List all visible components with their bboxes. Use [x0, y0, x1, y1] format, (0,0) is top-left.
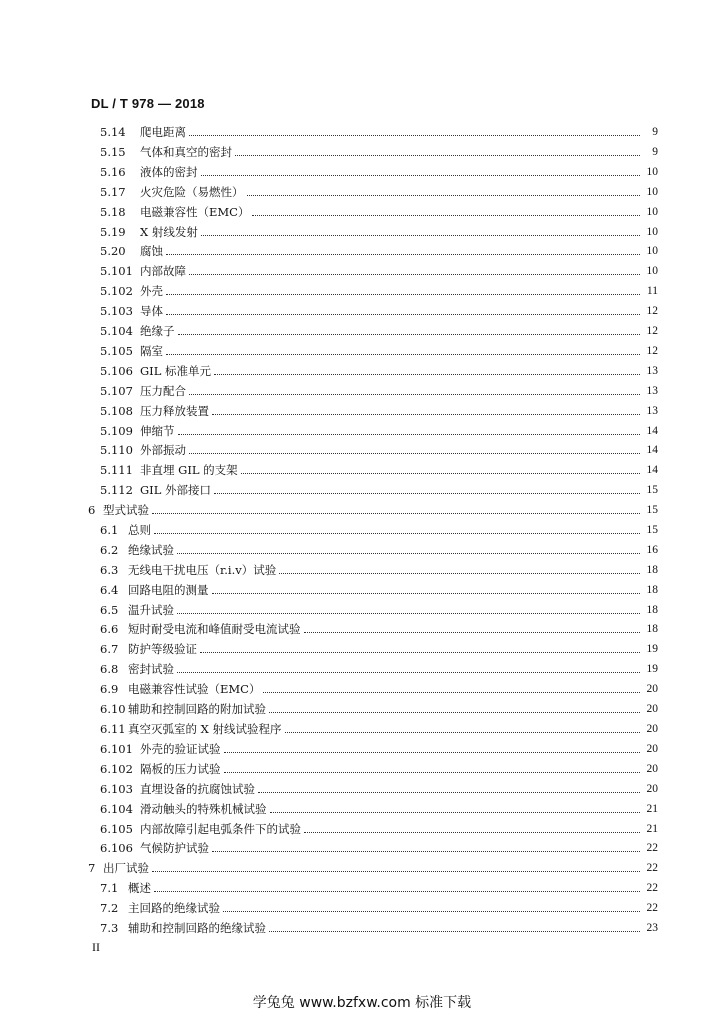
- toc-entry-number: 6.11: [100, 722, 126, 736]
- toc-entry-number: 5.18: [100, 205, 126, 219]
- toc-entry[interactable]: [0, 341, 724, 361]
- toc-leader-dots: [214, 374, 656, 375]
- toc-entry-number: 6.106: [100, 841, 133, 855]
- toc-entry-title: 无线电干扰电压（r.i.v）试验: [128, 560, 278, 580]
- toc-leader-dots: [269, 931, 656, 932]
- toc-entry-title: 温升试验: [128, 600, 176, 620]
- toc-entry-page: 13: [640, 401, 658, 421]
- toc-entry-page: 22: [640, 838, 658, 858]
- toc-leader-dots: [258, 792, 656, 793]
- toc-entry[interactable]: [0, 659, 724, 679]
- toc-leader-dots: [189, 274, 656, 275]
- toc-entry-page: 15: [640, 500, 658, 520]
- toc-entry-title: X 射线发射: [140, 222, 200, 242]
- toc-entry-number: 5.105: [100, 344, 133, 358]
- toc-entry-title: 腐蚀: [140, 241, 165, 261]
- toc-entry-page: 15: [640, 480, 658, 500]
- toc-entry-title: 火灾危险（易燃性）: [140, 182, 246, 202]
- toc-entry-title: 导体: [140, 301, 165, 321]
- toc-entry[interactable]: [0, 580, 724, 600]
- toc-leader-dots: [189, 394, 656, 395]
- toc-entry-number: 7.1: [100, 881, 119, 895]
- toc-entry-number: 6.9: [100, 682, 119, 696]
- toc-entry-number: 6.10: [100, 702, 126, 716]
- toc-leader-dots: [177, 553, 656, 554]
- toc-entry[interactable]: [0, 241, 724, 261]
- toc-entry-page: 16: [640, 540, 658, 560]
- toc-entry-title: 隔室: [140, 341, 165, 361]
- toc-entry[interactable]: [0, 560, 724, 580]
- toc-entry-page: 20: [640, 719, 658, 739]
- toc-entry-title: 直埋设备的抗腐蚀试验: [140, 779, 257, 799]
- toc-entry[interactable]: [0, 281, 724, 301]
- toc-entry-page: 10: [640, 222, 658, 242]
- toc-entry-title: 外壳的验证试验: [140, 739, 223, 759]
- toc-entry-page: 9: [640, 142, 658, 162]
- toc-entry-title: 爬电距离: [140, 122, 188, 142]
- toc-leader-dots: [189, 453, 656, 454]
- toc-entry-title: 密封试验: [128, 659, 176, 679]
- toc-leader-dots: [177, 613, 656, 614]
- toc-entry-number: 5.107: [100, 384, 133, 398]
- toc-leader-dots: [177, 672, 656, 673]
- toc-entry[interactable]: [0, 480, 724, 500]
- toc-entry[interactable]: [0, 679, 724, 699]
- toc-entry-number: 6.102: [100, 762, 133, 776]
- toc-entry-title: GIL 外部接口: [140, 480, 213, 500]
- toc-entry[interactable]: [0, 142, 724, 162]
- toc-entry-title: 内部故障引起电弧条件下的试验: [140, 819, 303, 839]
- toc-entry[interactable]: [0, 540, 724, 560]
- toc-leader-dots: [166, 294, 656, 295]
- toc-entry[interactable]: [0, 460, 724, 480]
- toc-entry-number: 7: [88, 861, 96, 875]
- toc-entry-title: 回路电阻的测量: [128, 580, 211, 600]
- toc-leader-dots: [166, 254, 656, 255]
- toc-entry[interactable]: [0, 401, 724, 421]
- toc-entry-page: 22: [640, 858, 658, 878]
- toc-entry-page: 19: [640, 659, 658, 679]
- toc-leader-dots: [224, 772, 656, 773]
- toc-entry-number: 6: [88, 503, 96, 517]
- toc-entry-number: 5.103: [100, 304, 133, 318]
- toc-entry-page: 11: [640, 281, 658, 301]
- toc-entry[interactable]: [0, 878, 724, 898]
- toc-entry-page: 23: [640, 918, 658, 938]
- toc-entry-title: 液体的密封: [140, 162, 200, 182]
- toc-entry-number: 6.4: [100, 583, 119, 597]
- toc-entry-title: 绝缘子: [140, 321, 177, 341]
- toc-leader-dots: [270, 812, 656, 813]
- toc-entry-number: 6.101: [100, 742, 133, 756]
- toc-entry-number: 5.20: [100, 244, 126, 258]
- toc-entry-page: 21: [640, 799, 658, 819]
- toc-entry-page: 18: [640, 619, 658, 639]
- toc-entry-page: 12: [640, 321, 658, 341]
- toc-leader-dots: [212, 851, 656, 852]
- toc-entry-number: 5.14: [100, 125, 126, 139]
- toc-entry-number: 6.6: [100, 622, 119, 636]
- toc-entry-number: 5.16: [100, 165, 126, 179]
- toc-entry[interactable]: [0, 779, 724, 799]
- toc-entry-title: 非直埋 GIL 的支架: [140, 460, 240, 480]
- toc-entry-number: 6.2: [100, 543, 119, 557]
- toc-entry-title: 气候防护试验: [140, 838, 211, 858]
- toc-leader-dots: [152, 871, 656, 872]
- toc-entry[interactable]: [0, 182, 724, 202]
- toc-entry-title: 辅助和控制回路的附加试验: [128, 699, 268, 719]
- toc-entry-title: 气体和真空的密封: [140, 142, 234, 162]
- toc-entry-page: 18: [640, 580, 658, 600]
- document-code-header: DL / T 978 — 2018: [91, 96, 205, 111]
- toc-entry-page: 13: [640, 381, 658, 401]
- toc-entry-number: 5.15: [100, 145, 126, 159]
- toc-entry[interactable]: [0, 819, 724, 839]
- toc-entry-title: 防护等级验证: [128, 639, 199, 659]
- toc-entry-page: 10: [640, 182, 658, 202]
- toc-leader-dots: [247, 195, 656, 196]
- toc-entry[interactable]: [0, 261, 724, 281]
- toc-entry-title: 外部振动: [140, 440, 188, 460]
- toc-leader-dots: [241, 473, 656, 474]
- toc-entry[interactable]: [0, 799, 724, 819]
- toc-entry-title: 电磁兼容性（EMC）: [140, 202, 251, 222]
- toc-entry-number: 5.17: [100, 185, 126, 199]
- toc-entry-number: 6.1: [100, 523, 119, 537]
- toc-entry[interactable]: [0, 301, 724, 321]
- toc-leader-dots: [166, 314, 656, 315]
- toc-entry-title: 辅助和控制回路的绝缘试验: [128, 918, 268, 938]
- toc-entry[interactable]: [0, 440, 724, 460]
- toc-entry-title: GIL 标准单元: [140, 361, 213, 381]
- toc-entry-page: 10: [640, 202, 658, 222]
- toc-entry-page: 14: [640, 440, 658, 460]
- toc-entry[interactable]: [0, 719, 724, 739]
- toc-entry-page: 14: [640, 460, 658, 480]
- toc-leader-dots: [212, 593, 656, 594]
- toc-entry-page: 20: [640, 699, 658, 719]
- toc-entry-number: 6.105: [100, 822, 133, 836]
- toc-leader-dots: [189, 135, 656, 136]
- page-number-footer: II: [92, 940, 100, 954]
- toc-entry[interactable]: [0, 520, 724, 540]
- toc-entry-number: 5.106: [100, 364, 133, 378]
- toc-leader-dots: [223, 911, 656, 912]
- toc-entry-page: 18: [640, 600, 658, 620]
- toc-entry-number: 6.8: [100, 662, 119, 676]
- toc-entry-number: 6.5: [100, 603, 119, 617]
- toc-leader-dots: [224, 752, 656, 753]
- toc-entry[interactable]: [0, 858, 724, 878]
- toc-entry-number: 6.7: [100, 642, 119, 656]
- toc-leader-dots: [154, 533, 656, 534]
- toc-entry-number: 6.103: [100, 782, 133, 796]
- toc-entry[interactable]: [0, 699, 724, 719]
- toc-leader-dots: [285, 732, 656, 733]
- toc-entry-number: 5.19: [100, 225, 126, 239]
- toc-entry[interactable]: [0, 898, 724, 918]
- toc-entry-page: 21: [640, 819, 658, 839]
- toc-entry[interactable]: [0, 421, 724, 441]
- toc-leader-dots: [269, 712, 656, 713]
- toc-entry-title: 电磁兼容性试验（EMC）: [128, 679, 262, 699]
- toc-entry-page: 19: [640, 639, 658, 659]
- toc-leader-dots: [152, 513, 656, 514]
- toc-entry-number: 5.109: [100, 424, 133, 438]
- toc-entry-title: 出厂试验: [103, 858, 151, 878]
- toc-entry-page: 20: [640, 759, 658, 779]
- toc-entry-number: 6.104: [100, 802, 133, 816]
- toc-entry-number: 5.112: [100, 483, 133, 497]
- toc-leader-dots: [154, 891, 656, 892]
- toc-entry[interactable]: [0, 639, 724, 659]
- toc-entry[interactable]: [0, 222, 724, 242]
- toc-entry-title: 概述: [128, 878, 153, 898]
- toc-leader-dots: [304, 632, 656, 633]
- toc-entry-page: 10: [640, 241, 658, 261]
- toc-entry-number: 7.2: [100, 901, 119, 915]
- toc-entry[interactable]: [0, 202, 724, 222]
- toc-entry-number: 5.104: [100, 324, 133, 338]
- toc-entry-number: 5.111: [100, 463, 133, 477]
- toc-entry-page: 13: [640, 361, 658, 381]
- toc-entry-page: 22: [640, 898, 658, 918]
- toc-leader-dots: [178, 434, 656, 435]
- toc-entry-title: 外壳: [140, 281, 165, 301]
- toc-entry-title: 压力配合: [140, 381, 188, 401]
- toc-leader-dots: [235, 155, 656, 156]
- toc-entry-page: 10: [640, 162, 658, 182]
- toc-entry-title: 主回路的绝缘试验: [128, 898, 222, 918]
- toc-entry-page: 18: [640, 560, 658, 580]
- toc-entry[interactable]: [0, 838, 724, 858]
- toc-entry-title: 伸缩节: [140, 421, 177, 441]
- toc-entry[interactable]: [0, 381, 724, 401]
- toc-entry[interactable]: [0, 122, 724, 142]
- toc-entry-title: 内部故障: [140, 261, 188, 281]
- toc-entry-page: 20: [640, 679, 658, 699]
- toc-entry-number: 5.108: [100, 404, 133, 418]
- toc-entry-number: 7.3: [100, 921, 119, 935]
- toc-entry-title: 滑动触头的特殊机械试验: [140, 799, 269, 819]
- toc-leader-dots: [279, 573, 656, 574]
- toc-entry-number: 5.101: [100, 264, 133, 278]
- toc-entry-page: 22: [640, 878, 658, 898]
- toc-entry-title: 型式试验: [103, 500, 151, 520]
- toc-entry[interactable]: [0, 321, 724, 341]
- toc-entry[interactable]: [0, 918, 724, 938]
- toc-entry-title: 真空灭弧室的 X 射线试验程序: [128, 719, 284, 739]
- toc-entry[interactable]: [0, 600, 724, 620]
- toc-leader-dots: [214, 493, 656, 494]
- site-watermark: 学兔兔 www.bzfxw.com 标准下载: [252, 995, 472, 1011]
- toc-leader-dots: [201, 235, 656, 236]
- toc-entry-page: 10: [640, 261, 658, 281]
- toc-entry-page: 12: [640, 341, 658, 361]
- toc-leader-dots: [200, 652, 656, 653]
- toc-leader-dots: [304, 832, 656, 833]
- toc-entry-title: 总则: [128, 520, 153, 540]
- toc-entry-page: 9: [640, 122, 658, 142]
- toc-entry-page: 20: [640, 779, 658, 799]
- toc-entry-page: 12: [640, 301, 658, 321]
- toc-entry-title: 隔板的压力试验: [140, 759, 223, 779]
- toc-entry-number: 5.102: [100, 284, 133, 298]
- toc-entry-page: 15: [640, 520, 658, 540]
- toc-entry[interactable]: [0, 162, 724, 182]
- toc-entry-page: 14: [640, 421, 658, 441]
- toc-leader-dots: [212, 414, 656, 415]
- toc-entry-number: 6.3: [100, 563, 119, 577]
- toc-leader-dots: [201, 175, 656, 176]
- toc-entry[interactable]: [0, 500, 724, 520]
- toc-entry[interactable]: [0, 739, 724, 759]
- toc-entry-number: 5.110: [100, 443, 133, 457]
- toc-entry-page: 20: [640, 739, 658, 759]
- toc-leader-dots: [178, 334, 656, 335]
- toc-leader-dots: [263, 692, 656, 693]
- toc-entry-title: 短时耐受电流和峰值耐受电流试验: [128, 619, 303, 639]
- toc-entry[interactable]: [0, 759, 724, 779]
- toc-entry-title: 绝缘试验: [128, 540, 176, 560]
- toc-leader-dots: [252, 215, 656, 216]
- toc-entry[interactable]: [0, 361, 724, 381]
- toc-leader-dots: [166, 354, 656, 355]
- toc-entry[interactable]: [0, 619, 724, 639]
- toc-entry-title: 压力释放装置: [140, 401, 211, 421]
